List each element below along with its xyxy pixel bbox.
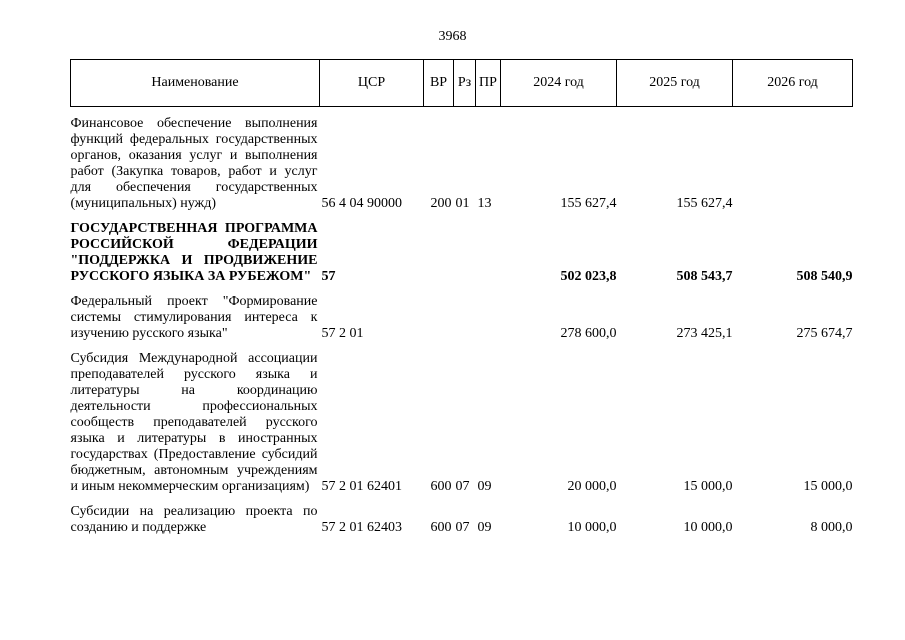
row-pr: 09 xyxy=(477,520,492,535)
row-rz: 07 xyxy=(455,479,470,494)
row-2025: 10 000,0 xyxy=(683,520,733,535)
row-2024: 278 600,0 xyxy=(560,326,617,341)
row-2025: 15 000,0 xyxy=(683,479,733,494)
row-csr: 57 xyxy=(321,269,336,284)
row-2026: 275 674,7 xyxy=(796,326,853,341)
row-csr: 56 4 04 90000 xyxy=(321,196,402,211)
header-2025: 2025 год xyxy=(617,60,733,107)
row-2026: 508 540,9 xyxy=(796,269,853,284)
header-vr: ВР xyxy=(424,60,454,107)
row-pr xyxy=(476,294,501,342)
row-2026: 8 000,0 xyxy=(810,520,853,535)
table-row xyxy=(71,351,853,495)
header-csr: ЦСР xyxy=(320,60,424,107)
row-2026: 15 000,0 xyxy=(803,479,853,494)
row-2024: 20 000,0 xyxy=(567,479,617,494)
table-row xyxy=(71,221,853,285)
row-2025: 155 627,4 xyxy=(676,196,733,211)
header-2024: 2024 год xyxy=(501,60,617,107)
row-csr: 57 2 01 62401 xyxy=(321,479,402,494)
row-pr: 09 xyxy=(477,479,492,494)
row-2026 xyxy=(733,116,853,212)
row-vr xyxy=(424,294,454,342)
row-rz xyxy=(454,294,476,342)
header-name: Наименование xyxy=(71,60,320,107)
row-rz xyxy=(454,221,476,285)
row-2024: 10 000,0 xyxy=(567,520,617,535)
header-rz: Рз xyxy=(454,60,476,107)
row-2025: 508 543,7 xyxy=(676,269,733,284)
row-pr: 13 xyxy=(477,196,492,211)
row-name: Финансовое обеспечение выполнения функций федеральных государственных органов, оказания услуг и выполнения работ (Закупка товаров, работ и услуг для обеспечения государственных (муниципальных) нужд) xyxy=(70,116,318,211)
row-csr: 57 2 01 62403 xyxy=(321,520,402,535)
table-header-row xyxy=(71,60,853,107)
row-2025: 273 425,1 xyxy=(676,326,733,341)
row-vr: 600 xyxy=(430,520,452,535)
row-name: Федеральный проект "Формирование системы стимулирования интереса к изучению русского языка" xyxy=(70,294,318,341)
row-pr xyxy=(476,221,501,285)
row-vr xyxy=(424,221,454,285)
row-rz: 01 xyxy=(455,196,470,211)
row-rz: 07 xyxy=(455,520,470,535)
row-name: ГОСУДАРСТВЕННАЯ ПРОГРАММА РОССИЙСКОЙ ФЕДЕРАЦИИ "ПОДДЕРЖКА И ПРОДВИЖЕНИЕ РУССКОГО ЯЗЫКА ЗА РУБЕЖОМ" xyxy=(70,221,318,284)
row-2024: 155 627,4 xyxy=(560,196,617,211)
table-row xyxy=(71,294,853,342)
page-number: 3968 xyxy=(438,29,467,44)
table-row xyxy=(71,116,853,212)
row-vr: 200 xyxy=(430,196,452,211)
header-2026: 2026 год xyxy=(733,60,853,107)
table-row xyxy=(71,504,853,536)
row-csr: 57 2 01 xyxy=(321,326,364,341)
header-pr: ПР xyxy=(476,60,501,107)
budget-table xyxy=(70,59,853,536)
row-name: Субсидия Международной ассоциации преподавателей русского языка и литературы на координацию деятельности профессиональных сообществ преподавателей русского языка и литературы в иностранных государствах (Предоставление субсидий бюджетным, автономным учреждениям и иным некоммерческим организациям) xyxy=(70,351,318,494)
row-2024: 502 023,8 xyxy=(560,269,617,284)
row-name: Субсидии на реализацию проекта по созданию и поддержке xyxy=(70,504,318,535)
row-vr: 600 xyxy=(430,479,452,494)
